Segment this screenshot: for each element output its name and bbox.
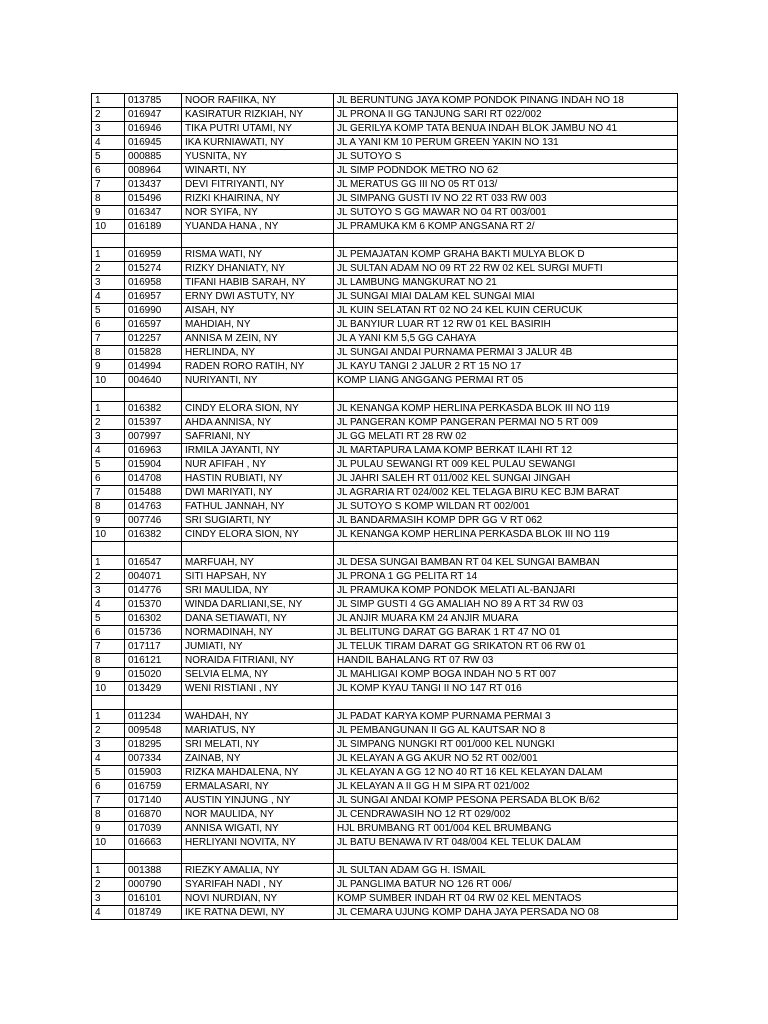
member-id: 018295 xyxy=(125,738,182,752)
member-address: JL A YANI KM 10 PERUM GREEN YAKIN NO 131 xyxy=(334,136,678,150)
table-row xyxy=(92,430,678,444)
member-table-body xyxy=(92,94,678,920)
member-address: JL SUNGAI ANDAI PURNAMA PERMAI 3 JALUR 4B xyxy=(334,346,678,360)
row-number: 8 xyxy=(92,654,125,668)
member-address: JL LAMBUNG MANGKURAT NO 21 xyxy=(334,276,678,290)
member-name: SRI MELATI, NY xyxy=(182,738,334,752)
table-row xyxy=(92,598,678,612)
member-id: 009548 xyxy=(125,724,182,738)
table-row xyxy=(92,668,678,682)
table-row xyxy=(92,570,678,584)
table-row xyxy=(92,458,678,472)
row-number: 5 xyxy=(92,304,125,318)
member-id: 016947 xyxy=(125,108,182,122)
row-number: 2 xyxy=(92,108,125,122)
member-name: CINDY ELORA SION, NY xyxy=(182,528,334,542)
member-name: NOR SYIFA, NY xyxy=(182,206,334,220)
table-row xyxy=(92,304,678,318)
member-id: 013437 xyxy=(125,178,182,192)
row-number: 10 xyxy=(92,836,125,850)
member-address: JL SUTOYO S GG MAWAR NO 04 RT 003/001 xyxy=(334,206,678,220)
member-name: RIZKY DHANIATY, NY xyxy=(182,262,334,276)
member-id: 015903 xyxy=(125,766,182,780)
row-number: 4 xyxy=(92,906,125,920)
row-number: 8 xyxy=(92,808,125,822)
member-address: JL TELUK TIRAM DARAT GG SRIKATON RT 06 RW 01 xyxy=(334,640,678,654)
member-id: 017117 xyxy=(125,640,182,654)
empty-cell xyxy=(334,234,678,248)
row-number: 3 xyxy=(92,122,125,136)
member-id: 007997 xyxy=(125,430,182,444)
member-table xyxy=(91,93,678,920)
table-row xyxy=(92,416,678,430)
member-id: 016957 xyxy=(125,290,182,304)
row-number: 1 xyxy=(92,556,125,570)
row-number: 3 xyxy=(92,430,125,444)
empty-cell xyxy=(125,388,182,402)
member-address: JL PANGERAN KOMP PANGERAN PERMAI NO 5 RT 009 xyxy=(334,416,678,430)
table-row xyxy=(92,486,678,500)
member-id: 016870 xyxy=(125,808,182,822)
row-number: 7 xyxy=(92,640,125,654)
member-address: HANDIL BAHALANG RT 07 RW 03 xyxy=(334,654,678,668)
table-row xyxy=(92,164,678,178)
member-name: MARIATUS, NY xyxy=(182,724,334,738)
table-row xyxy=(92,472,678,486)
table-row xyxy=(92,892,678,906)
row-number: 5 xyxy=(92,766,125,780)
member-name: WENI RISTIANI , NY xyxy=(182,682,334,696)
member-address: JL BELITUNG DARAT GG BARAK 1 RT 47 NO 01 xyxy=(334,626,678,640)
member-id: 017039 xyxy=(125,822,182,836)
member-address: HJL BRUMBANG RT 001/004 KEL BRUMBANG xyxy=(334,822,678,836)
member-address: JL SUTOYO S xyxy=(334,150,678,164)
member-address: JL PRAMUKA KM 6 KOMP ANGSANA RT 2/ xyxy=(334,220,678,234)
table-row xyxy=(92,402,678,416)
member-id: 013429 xyxy=(125,682,182,696)
table-row xyxy=(92,514,678,528)
table-row xyxy=(92,136,678,150)
member-id: 015736 xyxy=(125,626,182,640)
table-row xyxy=(92,766,678,780)
table-row xyxy=(92,906,678,920)
table-row xyxy=(92,752,678,766)
member-id: 014776 xyxy=(125,584,182,598)
member-address: JL SIMP PODNDOK METRO NO 62 xyxy=(334,164,678,178)
member-name: NOVI NURDIAN, NY xyxy=(182,892,334,906)
member-address: JL MAHLIGAI KOMP BOGA INDAH NO 5 RT 007 xyxy=(334,668,678,682)
row-number: 6 xyxy=(92,164,125,178)
table-row xyxy=(92,276,678,290)
table-row xyxy=(92,780,678,794)
table-row xyxy=(92,346,678,360)
row-number: 4 xyxy=(92,444,125,458)
member-address: JL PADAT KARYA KOMP PURNAMA PERMAI 3 xyxy=(334,710,678,724)
member-address: JL SUTOYO S KOMP WILDAN RT 002/001 xyxy=(334,500,678,514)
member-address: JL KOMP KYAU TANGI II NO 147 RT 016 xyxy=(334,682,678,696)
member-name: NUR AFIFAH , NY xyxy=(182,458,334,472)
row-number: 3 xyxy=(92,276,125,290)
member-name: NOOR RAFIIKA, NY xyxy=(182,94,334,108)
member-name: FATHUL JANNAH, NY xyxy=(182,500,334,514)
row-number: 4 xyxy=(92,598,125,612)
empty-cell xyxy=(125,234,182,248)
member-id: 007746 xyxy=(125,514,182,528)
row-number: 4 xyxy=(92,752,125,766)
member-id: 016963 xyxy=(125,444,182,458)
member-name: IRMILA JAYANTI, NY xyxy=(182,444,334,458)
table-row xyxy=(92,654,678,668)
member-name: ANNISA WIGATI, NY xyxy=(182,822,334,836)
member-id: 016347 xyxy=(125,206,182,220)
row-number: 8 xyxy=(92,346,125,360)
member-name: JUMIATI, NY xyxy=(182,640,334,654)
row-number: 1 xyxy=(92,248,125,262)
row-number: 2 xyxy=(92,724,125,738)
table-row xyxy=(92,178,678,192)
table-row xyxy=(92,710,678,724)
member-address: JL ANJIR MUARA KM 24 ANJIR MUARA xyxy=(334,612,678,626)
member-name: HERLINDA, NY xyxy=(182,346,334,360)
member-id: 016382 xyxy=(125,528,182,542)
member-name: IKE RATNA DEWI, NY xyxy=(182,906,334,920)
member-address: JL AGRARIA RT 024/002 KEL TELAGA BIRU KEC BJM BARAT xyxy=(334,486,678,500)
table-row xyxy=(92,556,678,570)
member-address: JL PEMBANGUNAN II GG AL KAUTSAR NO 8 xyxy=(334,724,678,738)
empty-cell xyxy=(125,696,182,710)
row-number: 3 xyxy=(92,738,125,752)
row-number: 2 xyxy=(92,262,125,276)
table-row xyxy=(92,262,678,276)
group-separator-row xyxy=(92,234,678,248)
member-name: DEVI FITRIYANTI, NY xyxy=(182,178,334,192)
member-id: 011234 xyxy=(125,710,182,724)
group-separator-row xyxy=(92,696,678,710)
row-number: 4 xyxy=(92,136,125,150)
table-row xyxy=(92,220,678,234)
member-name: AISAH, NY xyxy=(182,304,334,318)
member-id: 015904 xyxy=(125,458,182,472)
row-number: 5 xyxy=(92,458,125,472)
member-id: 015828 xyxy=(125,346,182,360)
row-number: 7 xyxy=(92,332,125,346)
empty-cell xyxy=(334,696,678,710)
empty-cell xyxy=(92,696,125,710)
member-address: JL GG MELATI RT 28 RW 02 xyxy=(334,430,678,444)
member-id: 016958 xyxy=(125,276,182,290)
member-name: AHDA ANNISA, NY xyxy=(182,416,334,430)
document-page xyxy=(91,93,677,920)
row-number: 10 xyxy=(92,528,125,542)
member-id: 015397 xyxy=(125,416,182,430)
member-name: ANNISA M ZEIN, NY xyxy=(182,332,334,346)
table-row xyxy=(92,500,678,514)
row-number: 1 xyxy=(92,94,125,108)
member-address: JL KELAYAN A GG 12 NO 40 RT 16 KEL KELAYAN DALAM xyxy=(334,766,678,780)
row-number: 10 xyxy=(92,682,125,696)
member-id: 014708 xyxy=(125,472,182,486)
member-id: 000885 xyxy=(125,150,182,164)
row-number: 5 xyxy=(92,612,125,626)
member-id: 016302 xyxy=(125,612,182,626)
member-name: DWI MARIYATI, NY xyxy=(182,486,334,500)
member-name: RIEZKY AMALIA, NY xyxy=(182,864,334,878)
member-address: KOMP SUMBER INDAH RT 04 RW 02 KEL MENTAOS xyxy=(334,892,678,906)
row-number: 8 xyxy=(92,500,125,514)
member-address: JL SULTAN ADAM GG H. ISMAIL xyxy=(334,864,678,878)
member-id: 016121 xyxy=(125,654,182,668)
member-name: TIFANI HABIB SARAH, NY xyxy=(182,276,334,290)
member-id: 016990 xyxy=(125,304,182,318)
member-name: MARFUAH, NY xyxy=(182,556,334,570)
member-address: JL PEMAJATAN KOMP GRAHA BAKTI MULYA BLOK D xyxy=(334,248,678,262)
member-address: JL SUNGAI ANDAI KOMP PESONA PERSADA BLOK B/62 xyxy=(334,794,678,808)
member-name: ZAINAB, NY xyxy=(182,752,334,766)
member-address: JL SIMPANG GUSTI IV NO 22 RT 033 RW 003 xyxy=(334,192,678,206)
row-number: 7 xyxy=(92,486,125,500)
row-number: 1 xyxy=(92,864,125,878)
table-row xyxy=(92,360,678,374)
member-address: JL KAYU TANGI 2 JALUR 2 RT 15 NO 17 xyxy=(334,360,678,374)
member-address: JL KENANGA KOMP HERLINA PERKASDA BLOK III NO 119 xyxy=(334,402,678,416)
member-id: 013785 xyxy=(125,94,182,108)
member-address: JL SULTAN ADAM NO 09 RT 22 RW 02 KEL SURGI MUFTI xyxy=(334,262,678,276)
member-name: SRI MAULIDA, NY xyxy=(182,584,334,598)
member-id: 016597 xyxy=(125,318,182,332)
member-id: 018749 xyxy=(125,906,182,920)
member-address: JL KUIN SELATAN RT 02 NO 24 KEL KUIN CERUCUK xyxy=(334,304,678,318)
member-address: JL KELAYAN A II GG H M SIPA RT 021/002 xyxy=(334,780,678,794)
row-number: 6 xyxy=(92,626,125,640)
member-id: 014994 xyxy=(125,360,182,374)
member-address: JL GERILYA KOMP TATA BENUA INDAH BLOK JAMBU NO 41 xyxy=(334,122,678,136)
member-id: 016959 xyxy=(125,248,182,262)
member-address: JL KENANGA KOMP HERLINA PERKASDA BLOK III NO 119 xyxy=(334,528,678,542)
member-name: SITI HAPSAH, NY xyxy=(182,570,334,584)
table-row xyxy=(92,192,678,206)
table-row xyxy=(92,332,678,346)
table-row xyxy=(92,122,678,136)
member-address: JL PULAU SEWANGI RT 009 KEL PULAU SEWANGI xyxy=(334,458,678,472)
row-number: 3 xyxy=(92,892,125,906)
empty-cell xyxy=(92,388,125,402)
empty-cell xyxy=(92,542,125,556)
empty-cell xyxy=(182,696,334,710)
member-name: RIZKI KHAIRINA, NY xyxy=(182,192,334,206)
group-separator-row xyxy=(92,542,678,556)
member-id: 016946 xyxy=(125,122,182,136)
member-id: 016547 xyxy=(125,556,182,570)
member-name: NORMADINAH, NY xyxy=(182,626,334,640)
row-number: 5 xyxy=(92,150,125,164)
member-address: JL MARTAPURA LAMA KOMP BERKAT ILAHI RT 12 xyxy=(334,444,678,458)
member-address: JL BERUNTUNG JAYA KOMP PONDOK PINANG INDAH NO 18 xyxy=(334,94,678,108)
table-row xyxy=(92,724,678,738)
member-address: JL BATU BENAWA IV RT 048/004 KEL TELUK DALAM xyxy=(334,836,678,850)
row-number: 8 xyxy=(92,192,125,206)
empty-cell xyxy=(182,850,334,864)
member-address: JL PANGLIMA BATUR NO 126 RT 006/ xyxy=(334,878,678,892)
table-row xyxy=(92,150,678,164)
member-name: AUSTIN YINJUNG , NY xyxy=(182,794,334,808)
member-name: DANA SETIAWATI, NY xyxy=(182,612,334,626)
row-number: 2 xyxy=(92,416,125,430)
member-name: KASIRATUR RIZKIAH, NY xyxy=(182,108,334,122)
table-row xyxy=(92,808,678,822)
empty-cell xyxy=(125,542,182,556)
member-address: JL JAHRI SALEH RT 011/002 KEL SUNGAI JINGAH xyxy=(334,472,678,486)
member-id: 015496 xyxy=(125,192,182,206)
member-id: 016382 xyxy=(125,402,182,416)
row-number: 4 xyxy=(92,290,125,304)
empty-cell xyxy=(92,234,125,248)
member-id: 015020 xyxy=(125,668,182,682)
member-name: NURIYANTI, NY xyxy=(182,374,334,388)
member-name: ERMALASARI, NY xyxy=(182,780,334,794)
member-name: WINARTI, NY xyxy=(182,164,334,178)
table-row xyxy=(92,318,678,332)
table-row xyxy=(92,878,678,892)
row-number: 7 xyxy=(92,794,125,808)
member-name: WAHDAH, NY xyxy=(182,710,334,724)
table-row xyxy=(92,108,678,122)
member-address: JL MERATUS GG III NO 05 RT 013/ xyxy=(334,178,678,192)
member-address: JL SIMP GUSTI 4 GG AMALIAH NO 89 A RT 34 RW 03 xyxy=(334,598,678,612)
table-row xyxy=(92,248,678,262)
member-name: HASTIN RUBIATI, NY xyxy=(182,472,334,486)
empty-cell xyxy=(334,388,678,402)
table-row xyxy=(92,206,678,220)
member-name: NORAIDA FITRIANI, NY xyxy=(182,654,334,668)
member-address: JL BANDARMASIH KOMP DPR GG V RT 062 xyxy=(334,514,678,528)
member-id: 015370 xyxy=(125,598,182,612)
group-separator-row xyxy=(92,388,678,402)
member-address: JL BANYIUR LUAR RT 12 RW 01 KEL BASIRIH xyxy=(334,318,678,332)
table-row xyxy=(92,584,678,598)
table-row xyxy=(92,738,678,752)
member-name: SELVIA ELMA, NY xyxy=(182,668,334,682)
group-separator-row xyxy=(92,850,678,864)
table-row xyxy=(92,444,678,458)
member-name: MAHDIAH, NY xyxy=(182,318,334,332)
member-id: 016759 xyxy=(125,780,182,794)
table-row xyxy=(92,864,678,878)
member-address: JL CENDRAWASIH NO 12 RT 029/002 xyxy=(334,808,678,822)
member-name: YUSNITA, NY xyxy=(182,150,334,164)
member-address: JL DESA SUNGAI BAMBAN RT 04 KEL SUNGAI BAMBAN xyxy=(334,556,678,570)
table-row xyxy=(92,94,678,108)
row-number: 9 xyxy=(92,514,125,528)
member-id: 014763 xyxy=(125,500,182,514)
member-name: RISMA WATI, NY xyxy=(182,248,334,262)
row-number: 9 xyxy=(92,206,125,220)
row-number: 2 xyxy=(92,570,125,584)
member-id: 007334 xyxy=(125,752,182,766)
table-row xyxy=(92,528,678,542)
member-address: JL PRONA II GG TANJUNG SARI RT 022/002 xyxy=(334,108,678,122)
member-address: JL SUNGAI MIAI DALAM KEL SUNGAI MIAI xyxy=(334,290,678,304)
row-number: 1 xyxy=(92,402,125,416)
row-number: 6 xyxy=(92,780,125,794)
row-number: 9 xyxy=(92,668,125,682)
table-row xyxy=(92,836,678,850)
member-address: JL PRONA 1 GG PELITA RT 14 xyxy=(334,570,678,584)
row-number: 6 xyxy=(92,472,125,486)
empty-cell xyxy=(125,850,182,864)
member-address: JL PRAMUKA KOMP PONDOK MELATI AL-BANJARI xyxy=(334,584,678,598)
row-number: 6 xyxy=(92,318,125,332)
member-id: 016663 xyxy=(125,836,182,850)
member-id: 012257 xyxy=(125,332,182,346)
member-name: ERNY DWI ASTUTY, NY xyxy=(182,290,334,304)
member-id: 008964 xyxy=(125,164,182,178)
member-id: 015488 xyxy=(125,486,182,500)
empty-cell xyxy=(92,850,125,864)
member-id: 000790 xyxy=(125,878,182,892)
member-id: 004071 xyxy=(125,570,182,584)
row-number: 9 xyxy=(92,822,125,836)
empty-cell xyxy=(182,234,334,248)
row-number: 2 xyxy=(92,878,125,892)
empty-cell xyxy=(182,542,334,556)
member-name: SYARIFAH NADI , NY xyxy=(182,878,334,892)
empty-cell xyxy=(334,850,678,864)
member-name: SAFRIANI, NY xyxy=(182,430,334,444)
row-number: 1 xyxy=(92,710,125,724)
member-id: 017140 xyxy=(125,794,182,808)
table-row xyxy=(92,612,678,626)
member-name: SRI SUGIARTI, NY xyxy=(182,514,334,528)
member-address: JL KELAYAN A GG AKUR NO 52 RT 002/001 xyxy=(334,752,678,766)
member-name: YUANDA HANA , NY xyxy=(182,220,334,234)
row-number: 9 xyxy=(92,360,125,374)
table-row xyxy=(92,374,678,388)
member-id: 016945 xyxy=(125,136,182,150)
table-row xyxy=(92,682,678,696)
member-name: NOR MAULIDA, NY xyxy=(182,808,334,822)
table-row xyxy=(92,626,678,640)
member-id: 004640 xyxy=(125,374,182,388)
member-address: JL CEMARA UJUNG KOMP DAHA JAYA PERSADA NO 08 xyxy=(334,906,678,920)
table-row xyxy=(92,640,678,654)
empty-cell xyxy=(182,388,334,402)
row-number: 10 xyxy=(92,374,125,388)
row-number: 7 xyxy=(92,178,125,192)
member-id: 016101 xyxy=(125,892,182,906)
member-id: 001388 xyxy=(125,864,182,878)
member-name: CINDY ELORA SION, NY xyxy=(182,402,334,416)
member-id: 016189 xyxy=(125,220,182,234)
member-name: RIZKA MAHDALENA, NY xyxy=(182,766,334,780)
table-row xyxy=(92,822,678,836)
table-row xyxy=(92,290,678,304)
member-address: JL SIMPANG NUNGKI RT 001/000 KEL NUNGKI xyxy=(334,738,678,752)
member-address: JL A YANI KM 5,5 GG CAHAYA xyxy=(334,332,678,346)
member-address: KOMP LIANG ANGGANG PERMAI RT 05 xyxy=(334,374,678,388)
member-id: 015274 xyxy=(125,262,182,276)
member-name: WINDA DARLIANI,SE, NY xyxy=(182,598,334,612)
row-number: 10 xyxy=(92,220,125,234)
member-name: TIKA PUTRI UTAMI, NY xyxy=(182,122,334,136)
table-row xyxy=(92,794,678,808)
member-name: IKA KURNIAWATI, NY xyxy=(182,136,334,150)
row-number: 3 xyxy=(92,584,125,598)
member-name: RADEN RORO RATIH, NY xyxy=(182,360,334,374)
empty-cell xyxy=(334,542,678,556)
member-name: HERLIYANI NOVITA, NY xyxy=(182,836,334,850)
